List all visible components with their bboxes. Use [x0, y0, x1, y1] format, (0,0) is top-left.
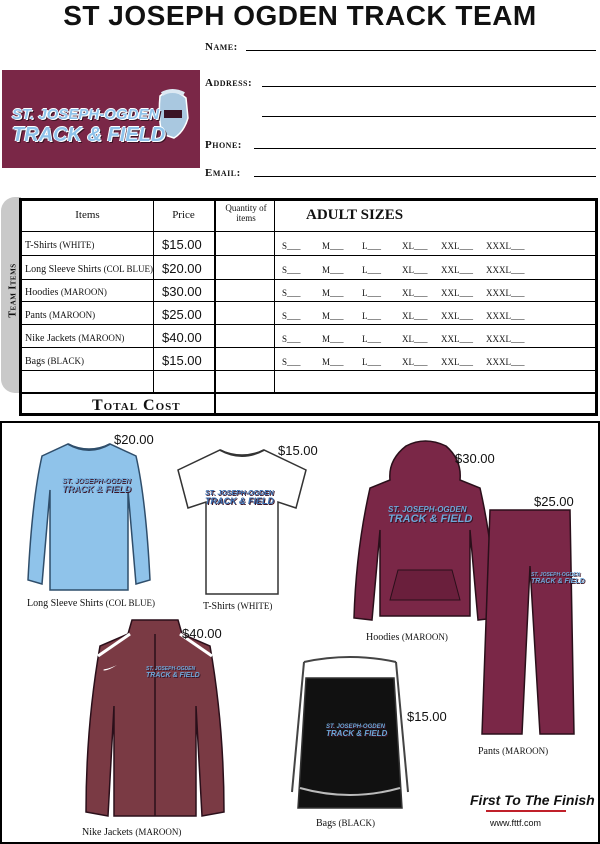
- item-name: T-Shirts: [25, 240, 57, 251]
- address-label: Address:: [205, 77, 253, 89]
- long-sleeve-caption: Long Sleeve Shirts (COL BLUE): [27, 598, 156, 609]
- col-price-header: Price: [172, 209, 195, 221]
- item-name: Bags: [25, 356, 45, 367]
- size-blanks[interactable]: S___ M___ L___ XL___ XXL___ XXXL___: [282, 265, 525, 275]
- item-price: $20.00: [162, 261, 202, 276]
- address-field-line1[interactable]: [262, 86, 596, 87]
- size-blanks[interactable]: S___ M___ L___ XL___ XXL___ XXXL___: [282, 334, 525, 344]
- size-blanks[interactable]: S___ M___ L___ XL___ XXL___ XXXL___: [282, 311, 525, 321]
- vendor-logo: First To The Finish: [470, 792, 595, 808]
- tshirt-price: $15.00: [278, 443, 318, 458]
- vendor-url[interactable]: www.fttf.com: [490, 818, 542, 828]
- nike-jacket-image: [80, 616, 230, 824]
- item-note: (BLACK): [47, 356, 84, 366]
- col-quantity-header: Quantity of items: [225, 203, 267, 223]
- long-sleeve-shirt-image: [24, 440, 154, 598]
- item-note: (MAROON): [60, 287, 107, 297]
- phone-label: Phone:: [205, 139, 242, 151]
- hoodie-caption: Hoodies (MAROON): [366, 632, 448, 643]
- tshirt-image: [172, 446, 312, 598]
- item-note: (COL BLUE): [103, 264, 154, 274]
- item-note: (MAROON): [78, 333, 125, 343]
- logo-line2: TRACK & FIELD: [12, 124, 166, 146]
- tshirt-caption: T-Shirts (WHITE): [203, 601, 273, 612]
- col-items-header: Items: [75, 209, 100, 221]
- team-items-label: Team Items: [7, 263, 19, 318]
- garment-logo: ST. JOSEPH-OGDEN TRACK & FIELD: [531, 572, 585, 585]
- col-sizes-header: ADULT SIZES: [306, 207, 404, 223]
- nike-swoosh-icon: [102, 664, 118, 672]
- jacket-caption: Nike Jackets (MAROON): [82, 827, 182, 838]
- garment-logo: ST. JOSEPH-OGDEN TRACK & FIELD: [62, 478, 131, 494]
- size-blanks[interactable]: S___ M___ L___ XL___ XXL___ XXXL___: [282, 288, 525, 298]
- name-label: Name:: [205, 41, 238, 53]
- hoodie-price: $30.00: [455, 451, 495, 466]
- total-cost-field[interactable]: [218, 394, 595, 416]
- item-price: $25.00: [162, 307, 202, 322]
- order-table: [19, 198, 598, 416]
- item-price: $30.00: [162, 284, 202, 299]
- pants-image: [476, 506, 580, 738]
- item-name: Nike Jackets: [25, 333, 76, 344]
- item-name: Pants: [25, 310, 47, 321]
- team-items-tab: [1, 197, 21, 393]
- page-title: ST JOSEPH OGDEN TRACK TEAM: [63, 0, 537, 31]
- address-field-line2[interactable]: [262, 116, 596, 117]
- total-cost-label: Total Cost: [92, 397, 181, 414]
- item-name: Hoodies: [25, 287, 59, 298]
- item-note: (MAROON): [49, 310, 96, 320]
- item-price: $15.00: [162, 237, 202, 252]
- item-price: $15.00: [162, 353, 202, 368]
- bag-caption: Bags (BLACK): [316, 818, 375, 829]
- logo-line1: ST. JOSEPH-OGDEN: [12, 106, 160, 123]
- pants-price: $25.00: [534, 494, 574, 509]
- email-field[interactable]: [254, 176, 596, 177]
- item-name: Long Sleeve Shirts: [25, 264, 102, 275]
- item-price: $40.00: [162, 330, 202, 345]
- garment-logo: ST. JOSEPH-OGDEN TRACK & FIELD: [205, 490, 274, 506]
- long-sleeve-price: $20.00: [114, 432, 154, 447]
- size-blanks[interactable]: S___ M___ L___ XL___ XXL___ XXXL___: [282, 241, 525, 251]
- garment-logo: ST. JOSEPH-OGDEN TRACK & FIELD: [388, 505, 473, 525]
- speed-lines-icon: [486, 808, 566, 814]
- name-field[interactable]: [246, 50, 596, 51]
- team-logo: [2, 70, 200, 168]
- garment-logo: ST. JOSEPH-OGDEN TRACK & FIELD: [326, 724, 388, 738]
- bag-price: $15.00: [407, 709, 447, 724]
- size-blanks[interactable]: S___ M___ L___ XL___ XXL___ XXXL___: [282, 357, 525, 367]
- email-label: Email:: [205, 167, 241, 179]
- item-note: (WHITE): [59, 240, 95, 250]
- jacket-price: $40.00: [182, 626, 222, 641]
- phone-field[interactable]: [254, 148, 596, 149]
- pants-caption: Pants (MAROON): [478, 746, 549, 757]
- garment-logo: ST. JOSEPH-OGDEN TRACK & FIELD: [146, 666, 200, 679]
